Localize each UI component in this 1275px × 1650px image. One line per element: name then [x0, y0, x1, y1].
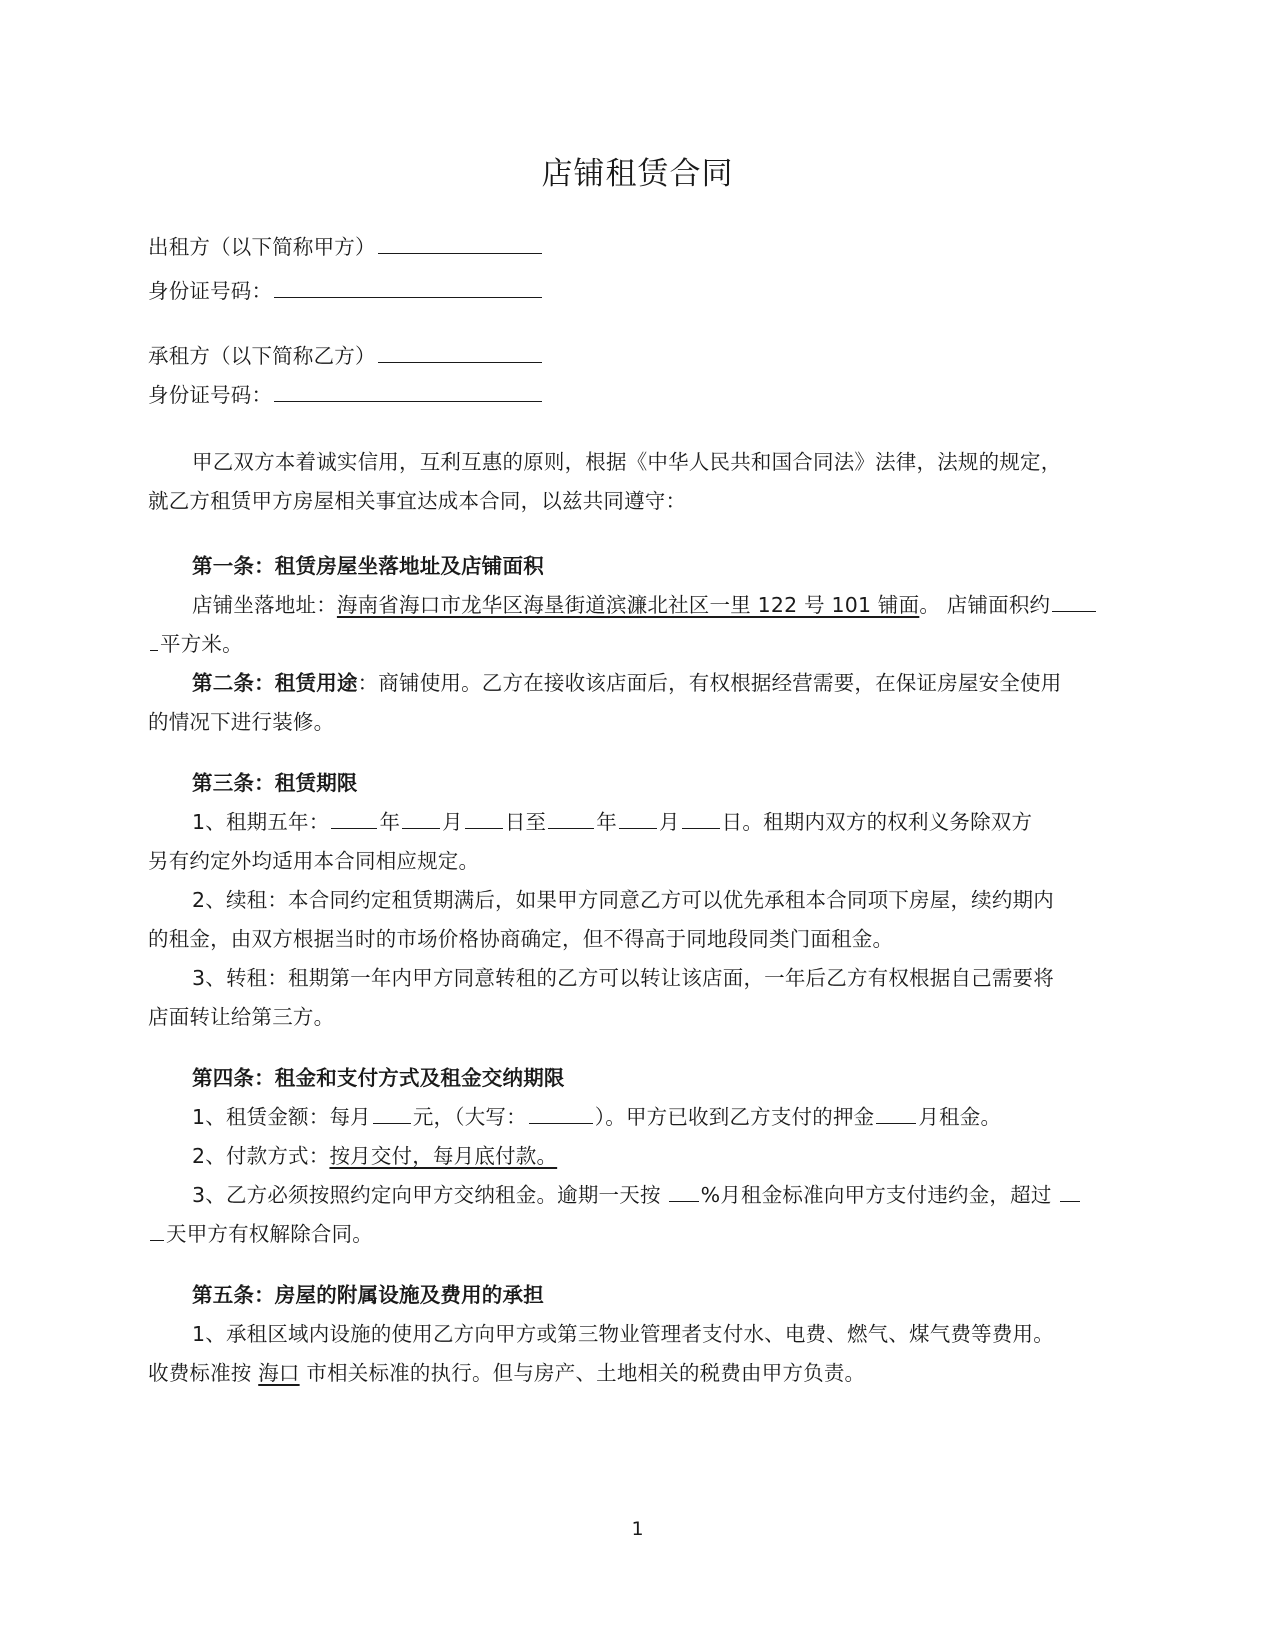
- year-label: 年: [379, 810, 401, 834]
- intro-line-2: 就乙方租赁甲方房屋相关事宜达成本合同，以兹共同遵守：: [148, 489, 687, 513]
- lessor-name-blank[interactable]: [378, 233, 542, 254]
- lessor-id-label: 身份证号码：: [148, 279, 273, 303]
- article-4-heading: 第四条：租金和支付方式及租金交纳期限: [192, 1066, 565, 1090]
- late-fee-percent-blank[interactable]: [669, 1181, 699, 1202]
- article-5-item-1-line-2: [148, 1358, 865, 1388]
- article-5-heading: 第五条：房屋的附属设施及费用的承担: [192, 1283, 544, 1307]
- month-label: 月: [442, 810, 463, 834]
- lessee-name-blank[interactable]: [378, 342, 542, 363]
- lessor-id-blank[interactable]: [274, 277, 542, 298]
- intro-line-1: 甲乙双方本着诚实信用，互利互惠的原则，根据《中华人民共和国合同法》法律，法规的规定，: [192, 450, 1062, 474]
- lessor-id-line: [148, 276, 544, 306]
- article-2-line-2: 的情况下进行装修。: [148, 710, 335, 734]
- lessee-id-label: 身份证号码：: [148, 383, 273, 407]
- article-3-item-3-line-1: 3、转租：租期第一年内甲方同意转租的乙方可以转让该店面，一年后乙方有权根据自己需要将: [192, 966, 1054, 990]
- article-1-address-line: [192, 590, 1098, 620]
- article-3-item-2-line-2: 的租金，由双方根据当时的市场价格协商确定，但不得高于同地段同类门面租金。: [148, 927, 894, 951]
- payment-method-label: 2、付款方式：: [192, 1144, 330, 1168]
- rent-uppercase-label: 元，（大写：: [412, 1105, 527, 1129]
- rent-uppercase-blank[interactable]: [529, 1103, 593, 1124]
- article-3-item-1-line-2: 另有约定外均适用本合同相应规定。: [148, 849, 480, 873]
- article-4-item-3-line-1: [192, 1180, 1082, 1210]
- article-3-item-1-line-1: [192, 807, 1032, 837]
- lessee-id-line: [148, 380, 544, 410]
- article-2-heading: 第二条：租赁用途: [192, 671, 358, 695]
- article-2-text-1: ：商铺使用。乙方在接收该店面后，有权根据经营需要，在保证房屋安全使用: [357, 671, 1062, 695]
- month-label: 月: [658, 810, 680, 834]
- day-to-label: 日至: [504, 810, 547, 834]
- late-fee-text-2: %月租金标准向甲方支付违约金，超过: [700, 1183, 1052, 1207]
- deposit-unit: 月租金。: [918, 1105, 1002, 1129]
- overdue-days-blank-continued[interactable]: [150, 1220, 164, 1241]
- deposit-months-blank[interactable]: [876, 1103, 916, 1124]
- year-label: 年: [596, 810, 617, 834]
- article-1-area-line: [148, 629, 243, 659]
- article-3-heading: 第三条：租赁期限: [192, 771, 358, 795]
- article-2-line-1: [192, 668, 1061, 698]
- lessee-label: 承租方（以下简称乙方）: [148, 344, 376, 368]
- rent-amount-label: 1、租赁金额：每月: [192, 1105, 371, 1129]
- payment-method-value: 按月交付，每月底付款。: [329, 1144, 558, 1168]
- end-day-blank[interactable]: [682, 808, 720, 829]
- article-1-heading: 第一条：租赁房屋坐落地址及店铺面积: [192, 554, 544, 578]
- article-4-item-3-line-2: [148, 1219, 373, 1249]
- lessee-id-blank[interactable]: [274, 381, 542, 402]
- article-4-item-1: [192, 1102, 1001, 1132]
- article-4-item-2: [192, 1141, 557, 1171]
- fee-standard-label: 收费标准按: [148, 1361, 252, 1385]
- end-year-blank[interactable]: [548, 808, 594, 829]
- deposit-text: ）。甲方已收到乙方支付的押金: [594, 1105, 875, 1129]
- area-blank-continued[interactable]: [150, 630, 158, 651]
- end-month-blank[interactable]: [619, 808, 657, 829]
- article-3-item-3-line-2: 店面转让给第三方。: [148, 1005, 335, 1029]
- day-end-text: 日。租期内双方的权利义务除双方: [721, 810, 1033, 834]
- start-year-blank[interactable]: [331, 808, 377, 829]
- start-month-blank[interactable]: [402, 808, 440, 829]
- lessee-line: [148, 341, 544, 371]
- lessor-line: [148, 232, 544, 262]
- address-value: 海南省海口市龙华区海垦街道滨濂北社区一里 122 号 101 铺面: [336, 593, 920, 617]
- article-3-item-2-line-1: 2、续租：本合同约定租赁期满后，如果甲方同意乙方可以优先承租本合同项下房屋，续约期内: [192, 888, 1054, 912]
- city-value: 海口: [258, 1361, 300, 1385]
- late-fee-text: 3、乙方必须按照约定向甲方交纳租金。逾期一天按: [192, 1183, 661, 1207]
- address-label: 店铺坐落地址：: [192, 593, 337, 617]
- fee-standard-text: 市相关标准的执行。但与房产、土地相关的税费由甲方负责。: [306, 1361, 866, 1385]
- overdue-days-blank[interactable]: [1060, 1181, 1080, 1202]
- start-day-blank[interactable]: [465, 808, 503, 829]
- article-5-item-1-line-1: 1、承租区域内设施的使用乙方向甲方或第三物业管理者支付水、电费、燃气、煤气费等费用。: [192, 1322, 1054, 1346]
- monthly-rent-blank[interactable]: [373, 1103, 411, 1124]
- page-number: 1: [631, 1518, 644, 1540]
- area-unit: 平方米。: [160, 632, 243, 656]
- lessor-label: 出租方（以下简称甲方）: [148, 235, 376, 259]
- address-end: 。 店铺面积约: [919, 593, 1051, 617]
- document-title: 店铺租赁合同: [541, 156, 734, 192]
- lease-term-label: 1、租期五年：: [192, 810, 330, 834]
- termination-text: 天甲方有权解除合同。: [166, 1222, 373, 1246]
- area-blank[interactable]: [1052, 591, 1096, 612]
